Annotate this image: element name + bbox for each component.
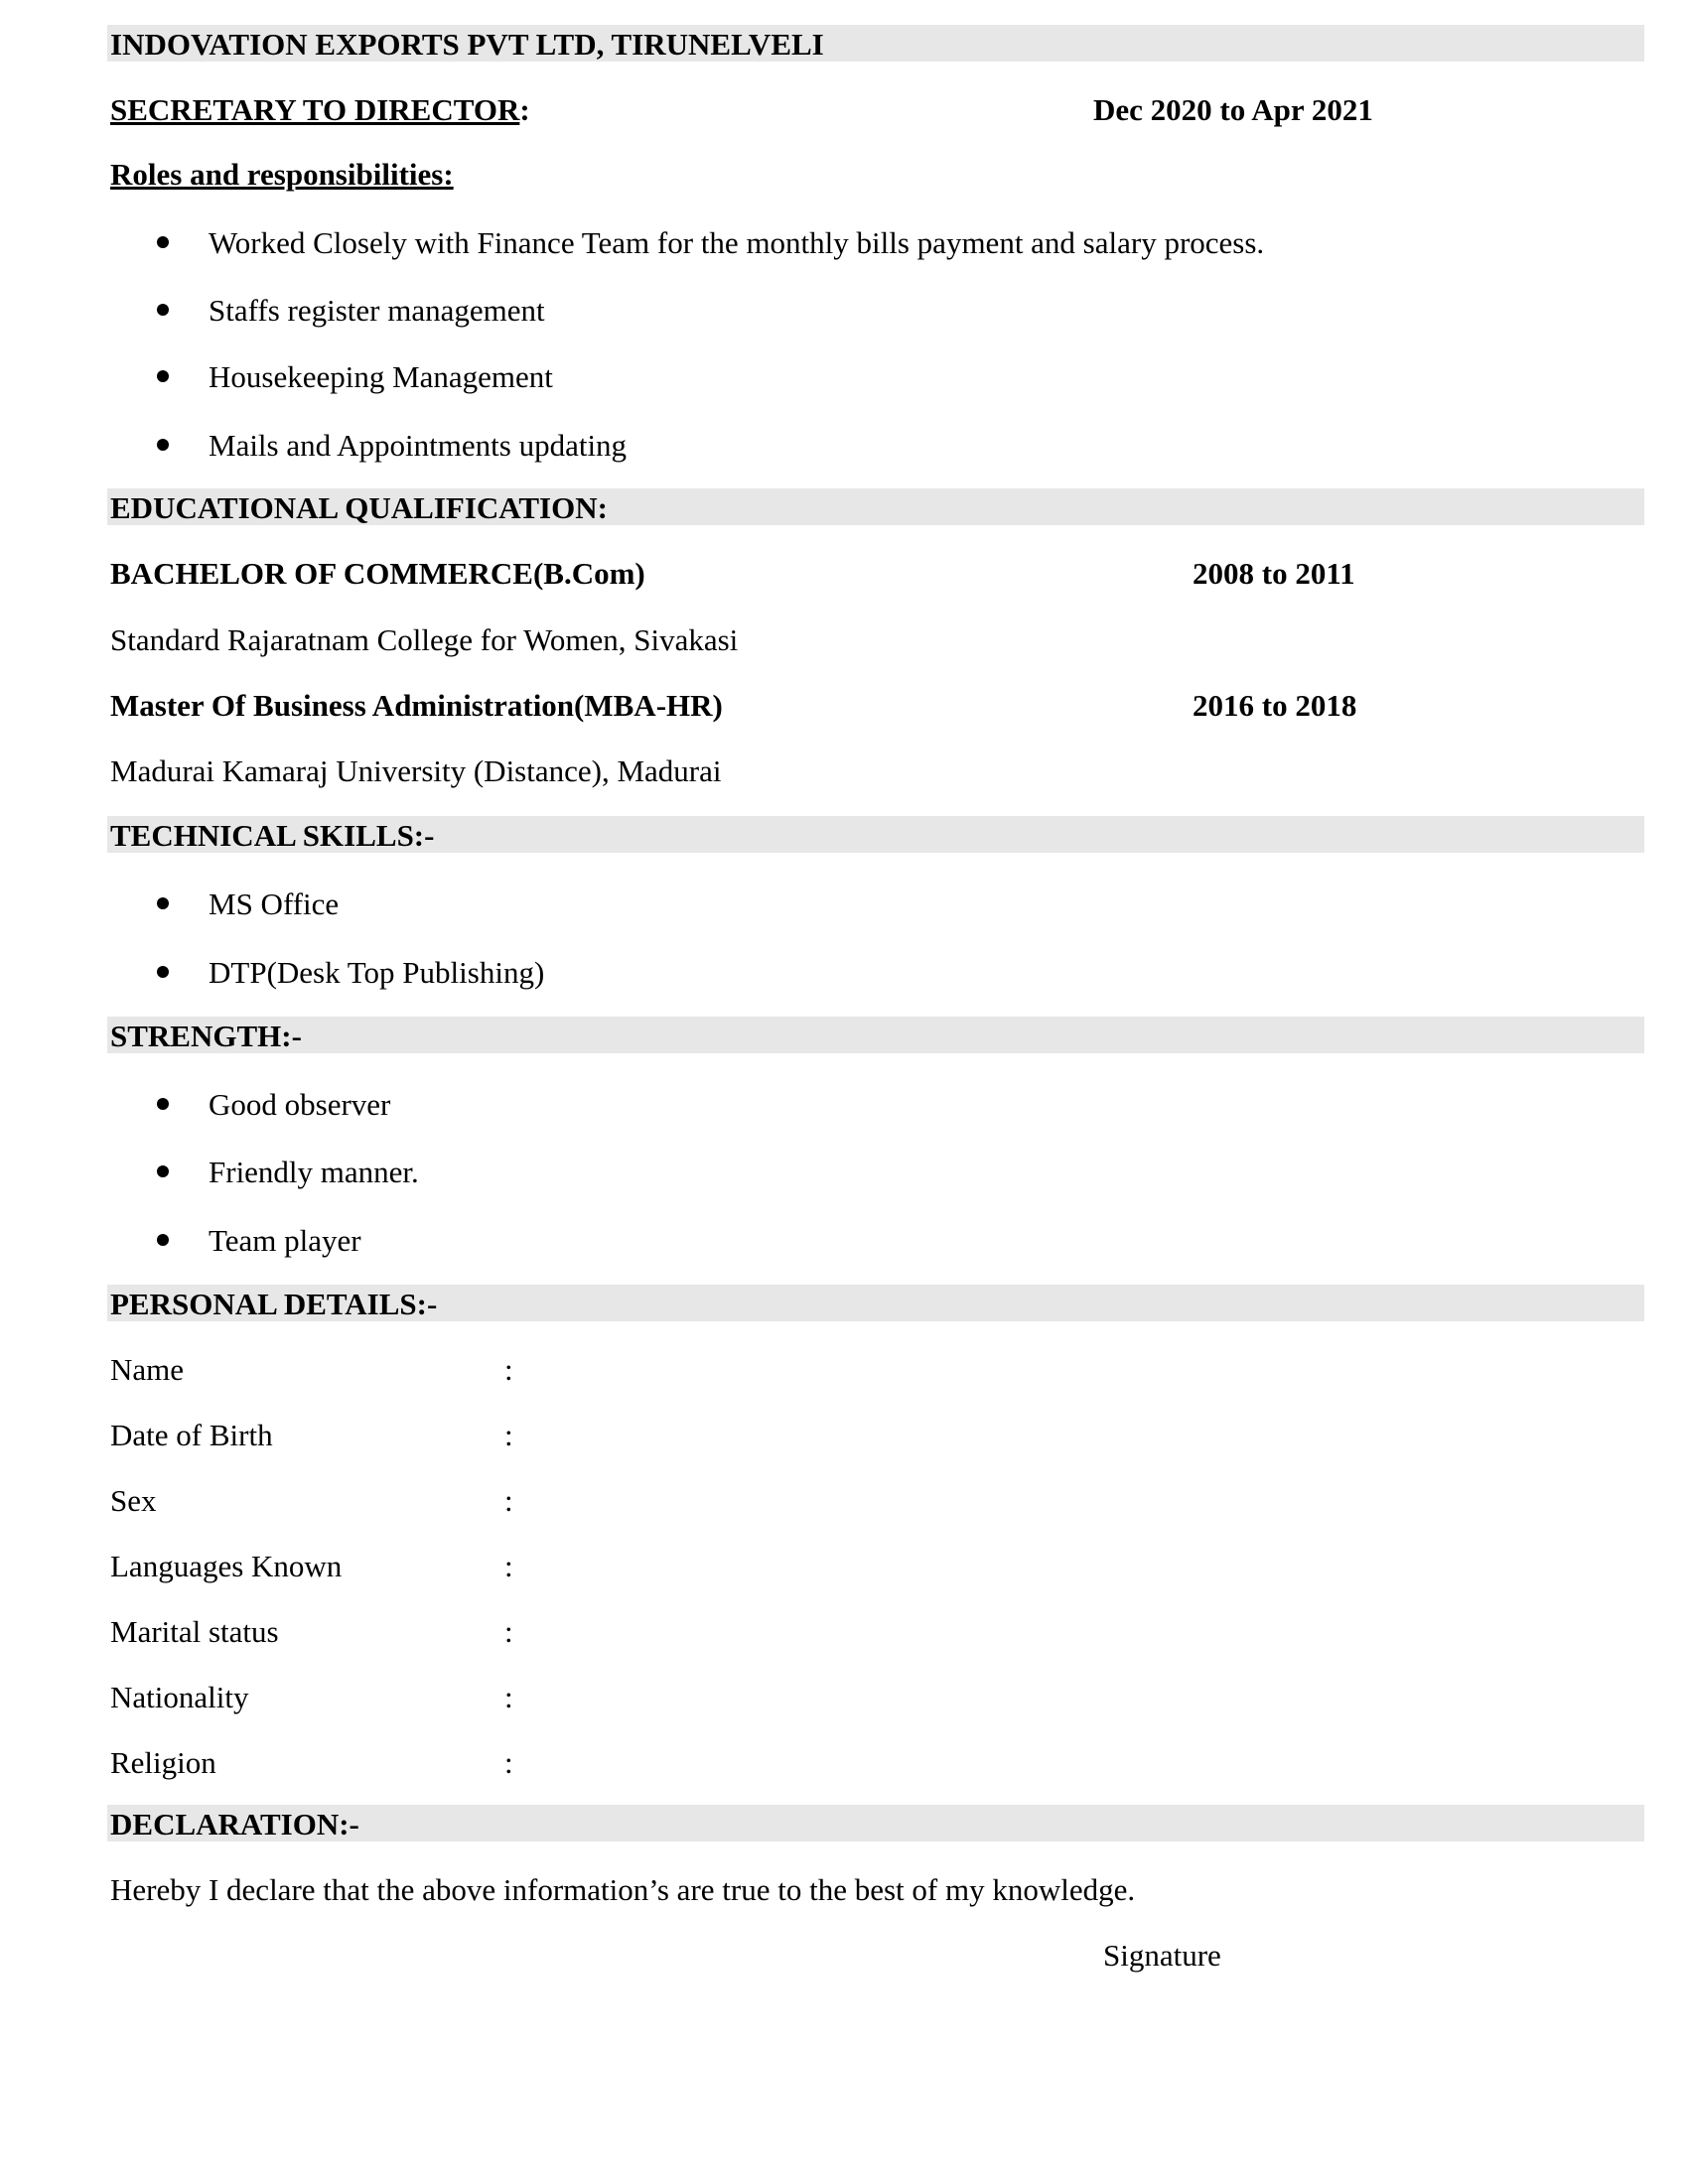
bullet-icon <box>157 897 169 909</box>
degree-institution: Standard Rajaratnam College for Women, Sivakasi <box>110 622 739 657</box>
strength-heading-band <box>107 1017 1644 1053</box>
signature-label: Signature <box>1103 1938 1221 1973</box>
strength-item: Good observer <box>209 1087 391 1122</box>
personal-field-label: Name <box>110 1352 185 1387</box>
degree-title: BACHELOR OF COMMERCE(B.Com) <box>110 556 645 591</box>
responsibility-item: Staffs register management <box>209 293 545 328</box>
personal-field-colon: : <box>504 1418 513 1452</box>
personal-field-label: Marital status <box>110 1614 279 1649</box>
degree-years: 2008 to 2011 <box>1193 556 1355 591</box>
roles-heading: Roles and responsibilities: <box>110 157 454 192</box>
responsibility-item: Worked Closely with Finance Team for the monthly bills payment and salary process. <box>209 225 1265 260</box>
skill-item: MS Office <box>209 887 340 921</box>
degree-years: 2016 to 2018 <box>1193 688 1357 723</box>
personal-field-colon: : <box>504 1549 513 1583</box>
role-title-line <box>110 91 530 128</box>
responsibility-item: Mails and Appointments updating <box>209 428 628 463</box>
personal-field-colon: : <box>504 1483 513 1518</box>
bullet-icon <box>157 1234 169 1246</box>
role-title: SECRETARY TO DIRECTOR <box>110 92 520 127</box>
personal-field-label: Sex <box>110 1483 157 1518</box>
role-period: Dec 2020 to Apr 2021 <box>1093 92 1373 127</box>
bullet-icon <box>157 370 169 382</box>
strength-item: Friendly manner. <box>209 1155 419 1189</box>
degree-institution: Madurai Kamaraj University (Distance), Madurai <box>110 753 722 788</box>
declaration-heading: DECLARATION:- <box>110 1807 359 1842</box>
bullet-icon <box>157 966 169 978</box>
technical-skills-heading: TECHNICAL SKILLS:- <box>110 818 435 853</box>
personal-field-label: Date of Birth <box>110 1418 273 1452</box>
responsibility-item: Housekeeping Management <box>209 359 553 394</box>
personal-field-colon: : <box>504 1745 513 1780</box>
bullet-icon <box>157 304 169 316</box>
company-name: INDOVATION EXPORTS PVT LTD, TIRUNELVELI <box>110 27 824 62</box>
bullet-icon <box>157 1165 169 1177</box>
personal-field-label: Nationality <box>110 1680 249 1714</box>
degree-title: Master Of Business Administration(MBA-HR) <box>110 688 723 723</box>
bullet-icon <box>157 236 169 248</box>
strength-item: Team player <box>209 1223 361 1258</box>
personal-field-label: Religion <box>110 1745 216 1780</box>
education-heading: EDUCATIONAL QUALIFICATION: <box>110 490 608 525</box>
declaration-text: Hereby I declare that the above information’s are true to the best of my knowledge. <box>110 1872 1136 1907</box>
skill-item: DTP(Desk Top Publishing) <box>209 955 545 990</box>
bullet-icon <box>157 439 169 451</box>
personal-field-colon: : <box>504 1614 513 1649</box>
personal-field-colon: : <box>504 1352 513 1387</box>
personal-details-heading: PERSONAL DETAILS:- <box>110 1287 438 1321</box>
strength-heading: STRENGTH:- <box>110 1019 302 1053</box>
personal-field-colon: : <box>504 1680 513 1714</box>
personal-field-label: Languages Known <box>110 1549 343 1583</box>
role-title-colon: : <box>519 92 530 127</box>
bullet-icon <box>157 1098 169 1110</box>
